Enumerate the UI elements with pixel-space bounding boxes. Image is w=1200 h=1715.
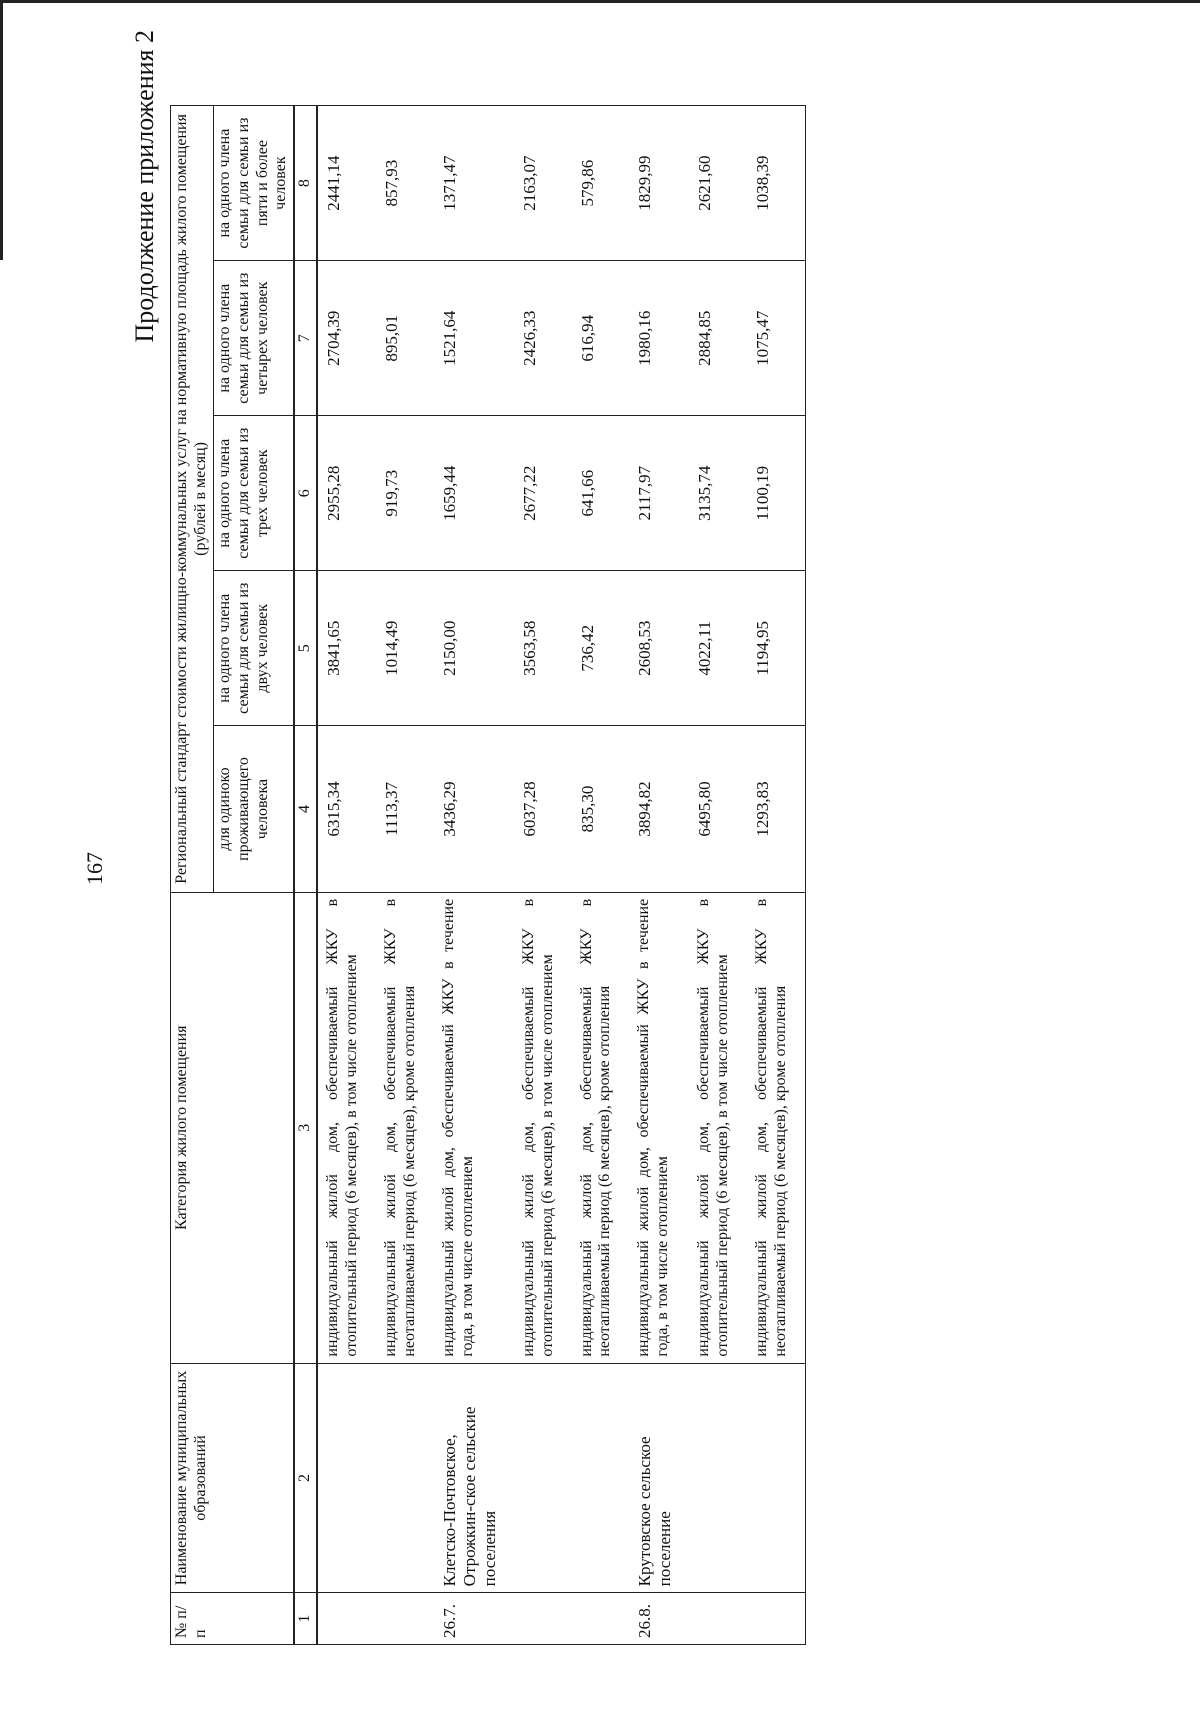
value-four: 2884,85 — [689, 261, 747, 416]
column-number: 1 — [294, 1593, 317, 1645]
housing-category: индивидуальный жилой дом, обеспечиваемый ЖКУ в течение года, в том числе отоплением — [434, 892, 514, 1363]
municipality-name: Крутовское сельское поселение — [629, 1363, 689, 1593]
housing-category: индивидуальный жилой дом, обеспечиваемый ЖКУ в отопительный период (6 месяцев), в том числе отоплением — [689, 892, 747, 1363]
row-number — [747, 1593, 805, 1645]
header-standard: Региональный стандарт стоимости жилищно-коммунальных услуг на нормативную площадь жилого помещения (рублей в месяц) — [171, 106, 214, 893]
value-three: 641,66 — [572, 416, 630, 571]
value-three: 919,73 — [376, 416, 434, 571]
row-number — [514, 1593, 572, 1645]
value-two: 1014,49 — [376, 571, 434, 726]
table-row — [572, 106, 630, 1645]
row-number: 26.8. — [629, 1593, 689, 1645]
value-single: 1113,37 — [376, 726, 434, 893]
value-three: 3135,74 — [689, 416, 747, 571]
column-number: 6 — [294, 416, 317, 571]
row-number — [689, 1593, 747, 1645]
table-row — [689, 106, 747, 1645]
value-two: 2608,53 — [629, 571, 689, 726]
table-row — [376, 106, 434, 1645]
housing-category: индивидуальный жилой дом, обеспечиваемый ЖКУ в отопительный период (6 месяцев), в том числе отоплением — [317, 892, 376, 1363]
municipality-name — [317, 1363, 376, 1593]
housing-category: индивидуальный жилой дом, обеспечиваемый ЖКУ в течение года, в том числе отоплением — [629, 892, 689, 1363]
value-single: 6495,80 — [689, 726, 747, 893]
column-number: 2 — [294, 1363, 317, 1593]
column-number: 3 — [294, 892, 317, 1363]
value-five-plus: 1371,47 — [434, 106, 514, 261]
header-num: № п/п — [171, 1593, 295, 1645]
header-col5: на одного члена семьи для семьи из двух человек — [213, 571, 294, 726]
value-two: 1194,95 — [747, 571, 805, 726]
standards-table — [170, 105, 806, 1645]
value-three: 1100,19 — [747, 416, 805, 571]
value-five-plus: 857,93 — [376, 106, 434, 261]
table-row — [514, 106, 572, 1645]
value-three: 2677,22 — [514, 416, 572, 571]
table-row — [317, 106, 376, 1645]
value-two: 3563,58 — [514, 571, 572, 726]
value-four: 1075,47 — [747, 261, 805, 416]
housing-category: индивидуальный жилой дом, обеспечиваемый ЖКУ в неотапливаемый период (6 месяцев), кроме отопления — [376, 892, 434, 1363]
value-three: 2117,97 — [629, 416, 689, 571]
value-five-plus: 2621,60 — [689, 106, 747, 261]
value-four: 1980,16 — [629, 261, 689, 416]
value-single: 6037,28 — [514, 726, 572, 893]
value-four: 2426,33 — [514, 261, 572, 416]
value-five-plus: 1829,99 — [629, 106, 689, 261]
value-single: 835,30 — [572, 726, 630, 893]
header-category: Категория жилого помещения — [171, 892, 295, 1363]
column-number: 4 — [294, 726, 317, 893]
table-row — [629, 106, 689, 1645]
row-number — [376, 1593, 434, 1645]
value-five-plus: 1038,39 — [747, 106, 805, 261]
municipality-name — [689, 1363, 747, 1593]
header-col6: на одного члена семьи для семьи из трех человек — [213, 416, 294, 571]
page-number: 167 — [82, 852, 107, 885]
municipality-name — [514, 1363, 572, 1593]
value-five-plus: 2441,14 — [317, 106, 376, 261]
value-three: 1659,44 — [434, 416, 514, 571]
row-number: 26.7. — [434, 1593, 514, 1645]
table-row — [434, 106, 514, 1645]
value-two: 2150,00 — [434, 571, 514, 726]
table-row — [747, 106, 805, 1645]
value-two: 4022,11 — [689, 571, 747, 726]
value-two: 736,42 — [572, 571, 630, 726]
column-numbers-row — [294, 106, 317, 1645]
municipality-name — [572, 1363, 630, 1593]
value-single: 6315,34 — [317, 726, 376, 893]
header-col8: на одного члена семьи для семьи из пяти и более человек — [213, 106, 294, 261]
header-municipality: Наименование муниципальных образований — [171, 1363, 295, 1593]
column-number: 5 — [294, 571, 317, 726]
row-number — [317, 1593, 376, 1645]
value-single: 1293,83 — [747, 726, 805, 893]
header-col7: на одного члена семьи для семьи из четырех человек — [213, 261, 294, 416]
housing-category: индивидуальный жилой дом, обеспечиваемый ЖКУ в отопительный период (6 месяцев), в том числе отоплением — [514, 892, 572, 1363]
housing-category: индивидуальный жилой дом, обеспечиваемый ЖКУ в неотапливаемый период (6 месяцев), кроме отопления — [572, 892, 630, 1363]
value-four: 616,94 — [572, 261, 630, 416]
housing-category: индивидуальный жилой дом, обеспечиваемый ЖКУ в неотапливаемый период (6 месяцев), кроме отопления — [747, 892, 805, 1363]
municipality-name — [747, 1363, 805, 1593]
value-single: 3436,29 — [434, 726, 514, 893]
municipality-name — [376, 1363, 434, 1593]
value-five-plus: 2163,07 — [514, 106, 572, 261]
value-two: 3841,65 — [317, 571, 376, 726]
municipality-name: Клетско-Почтовское, Отрожкин-ское сельские поселения — [434, 1363, 514, 1593]
column-number: 8 — [294, 106, 317, 261]
row-number — [572, 1593, 630, 1645]
value-four: 2704,39 — [317, 261, 376, 416]
appendix-title: Продолжение приложения 2 — [130, 30, 159, 343]
value-single: 3894,82 — [629, 726, 689, 893]
value-four: 895,01 — [376, 261, 434, 416]
column-number: 7 — [294, 261, 317, 416]
value-three: 2955,28 — [317, 416, 376, 571]
value-five-plus: 579,86 — [572, 106, 630, 261]
value-four: 1521,64 — [434, 261, 514, 416]
header-col4: для одиноко проживающего человека — [213, 726, 294, 893]
